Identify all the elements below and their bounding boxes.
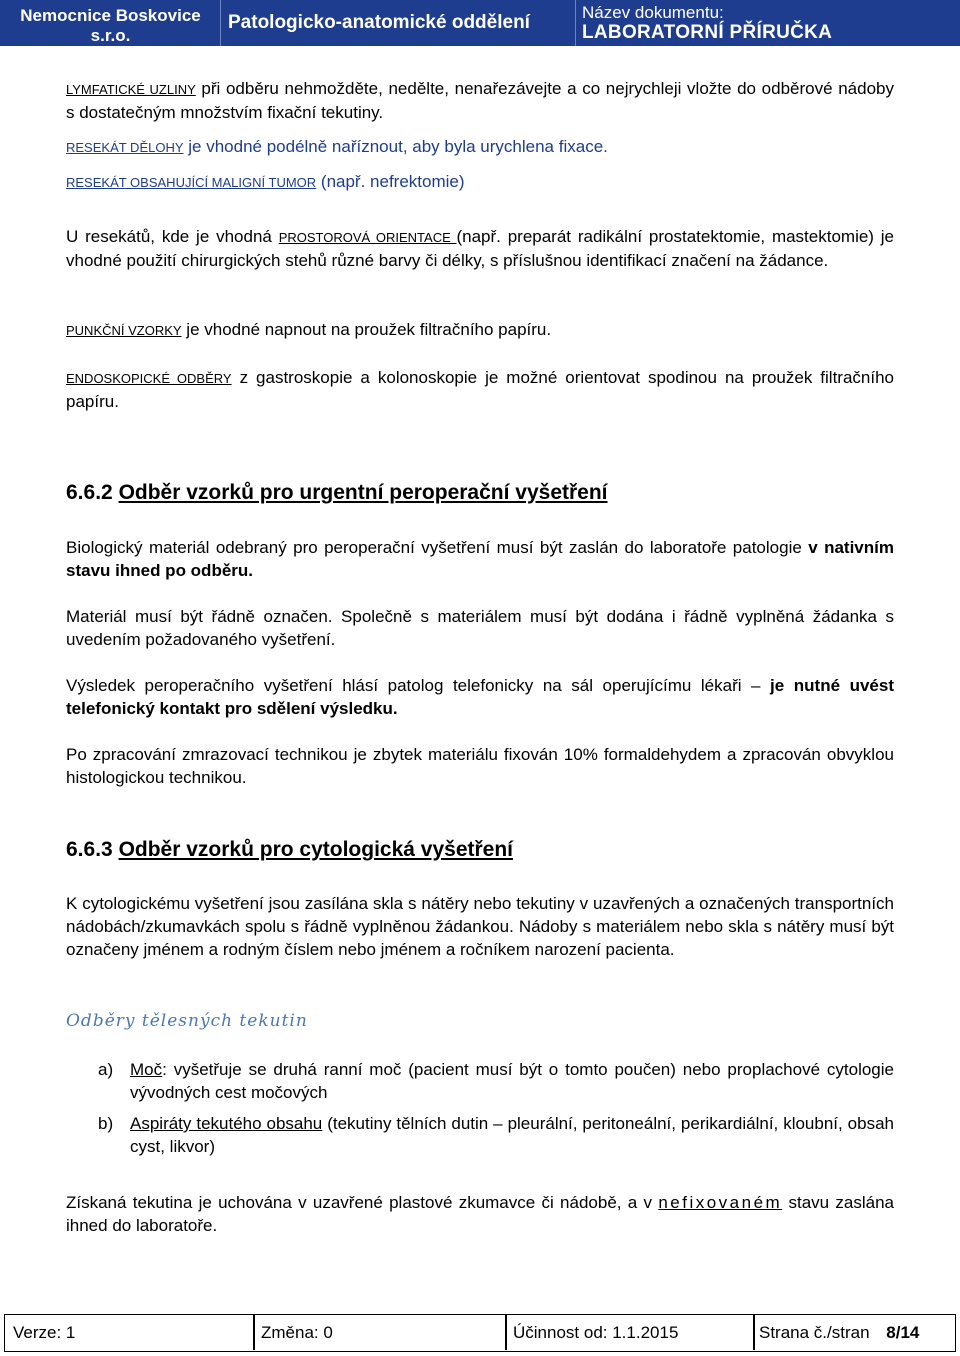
paragraph-text: Biologický materiál odebraný pro peroperační vyšetření musí být zaslán do laboratoře patologie [66, 538, 809, 557]
list-marker: b) [98, 1114, 114, 1133]
paragraph-result-reporting [66, 674, 894, 720]
term-puncture-samples: PUNKČNÍ VZORKY [66, 323, 182, 338]
paragraph-malignant-tumor [66, 170, 894, 194]
page-value: 8/14 [886, 1323, 920, 1342]
paragraph-text: stavu zaslána ihned do laboratoře. [66, 1193, 894, 1235]
term-malignant-tumor: RESEKÁT OBSAHUJÍCÍ MALIGNÍ TUMOR [66, 175, 317, 190]
term-uterus-resection: RESEKÁT DĚLOHY [66, 140, 184, 155]
footer-page [759, 1315, 919, 1350]
paragraph-endoscopic-samples [66, 366, 894, 413]
section-heading-6-6-3 [66, 837, 894, 863]
paragraph-text: (tekutiny tělních dutin – pleurální, peritoneální, perikardiální, kloubní, obsah cyst, likvor) [130, 1114, 894, 1156]
paragraph-cytology [66, 892, 894, 961]
paragraph-text: Získaná tekutina je uchována v uzavřené plastové zkumavce či nádobě, a v [66, 1193, 659, 1212]
page-label: Strana č./stran [759, 1323, 870, 1342]
paragraph-text: : vyšetřuje se druhá ranní moč (pacient musí být o tomto poučen) nebo proplachové cytologie vývodných cest močových [130, 1060, 894, 1102]
paragraph-text: U resekátů, kde je vhodná [66, 227, 279, 246]
paragraph-labeling [66, 605, 894, 651]
paragraph-text: z gastroskopie a kolonoskopie je možné orientovat spodinou na proužek filtračního papíru. [66, 368, 894, 411]
list-item-urine [66, 1058, 894, 1104]
header-divider [220, 0, 221, 46]
footer-divider [505, 1315, 507, 1350]
section-title: Odběr vzorků pro cytologická vyšetření [118, 838, 514, 861]
paragraph-lymph-nodes [66, 77, 894, 124]
section-heading-6-6-2 [66, 480, 894, 506]
term-urine: Moč [130, 1060, 163, 1079]
list-marker: a) [98, 1060, 114, 1079]
term-endoscopic-samples: ENDOSKOPICKÉ ODBĚRY [66, 371, 232, 386]
subheading-text: Odběry tělesných tekutin [66, 1011, 308, 1031]
section-number: 6.6.2 [66, 481, 113, 504]
footer-divider [253, 1315, 255, 1350]
emphasis-native-state: v nativním stavu ihned po odběru. [66, 538, 894, 580]
subheading-body-fluids [66, 1011, 894, 1031]
term-lymph-nodes: LYMFATICKÉ UZLINY [66, 82, 196, 97]
footer-change: Změna: 0 [261, 1323, 333, 1342]
paragraph-puncture-samples [66, 318, 894, 342]
document-name-label: Název dokumentu: [582, 3, 724, 22]
document-name-block [582, 0, 952, 46]
paragraph-text: je vhodné podélně naříznout, aby byla urychlena fixace. [183, 137, 608, 156]
emphasis-phone-contact: je nutné uvést telefonický kontakt pro sdělení výsledku. [66, 676, 894, 718]
footer-divider [753, 1315, 755, 1350]
section-title: Odběr vzorků pro urgentní peroperační vyšetření [118, 481, 608, 504]
department-name: Patologicko-anatomické oddělení [228, 12, 530, 33]
paragraph-freezing-technique [66, 743, 894, 789]
paragraph-text: Výsledek peroperačního vyšetření hlásí patolog telefonicky na sál operujícímu lékaři – [66, 676, 771, 695]
organization-line-1: Nemocnice Boskovice [20, 6, 201, 25]
term-spatial-orientation: PROSTOROVÁ ORIENTACE [278, 230, 457, 245]
paragraph-spatial-orientation [66, 225, 894, 272]
paragraph-fluid-storage [66, 1191, 894, 1237]
document-name: LABORATORNÍ PŘÍRUČKA [582, 22, 833, 43]
document-header [0, 0, 960, 46]
paragraph-text: (např. nefrektomie) [316, 172, 465, 191]
document-footer [4, 1314, 956, 1352]
list-item-aspirates [66, 1112, 894, 1158]
paragraph-uterus-resection [66, 135, 894, 159]
organization-line-2: s.r.o. [90, 26, 131, 45]
term-unfixed: nefixovaném [658, 1193, 783, 1212]
footer-version: Verze: 1 [13, 1323, 76, 1342]
paragraph-urgent-material [66, 536, 894, 582]
paragraph-text: Materiál musí být řádně označen. Společně s materiálem musí být dodána i řádně vyplněná žádanka s uvedením požadovaného vyšetření. [66, 607, 894, 649]
paragraph-text: K cytologickému vyšetření jsou zasílána skla s nátěry nebo tekutiny v uzavřených a označených transportních nádobách/zkumavkách spolu s řádně vyplněnou žádankou. Nádoby s materiálem nebo skla s nátěry musí být označeny jménem a rodným číslem nebo jménem a ročníkem narození pacienta. [66, 894, 894, 959]
section-number: 6.6.3 [66, 838, 113, 861]
term-aspirates: Aspiráty tekutého obsahu [130, 1114, 323, 1133]
header-divider [575, 0, 576, 46]
paragraph-text: (např. preparát radikální prostatektomie, mastektomie) je vhodné použití chirurgických stehů různé barvy či délky, s příslušnou identifikací značení na žádance. [66, 227, 895, 270]
footer-effective-date: Účinnost od: 1.1.2015 [513, 1323, 679, 1342]
paragraph-text: při odběru nehmožděte, nedělte, nenařezávejte a co nejrychleji vložte do odběrové nádoby s dostatečným množstvím fixační tekutiny. [66, 79, 894, 122]
paragraph-text: Po zpracování zmrazovací technikou je zbytek materiálu fixován 10% formaldehydem a zpracován obvyklou histologickou technikou. [66, 745, 894, 787]
paragraph-text: je vhodné napnout na proužek filtračního papíru. [181, 320, 552, 339]
organization-name [8, 6, 213, 52]
